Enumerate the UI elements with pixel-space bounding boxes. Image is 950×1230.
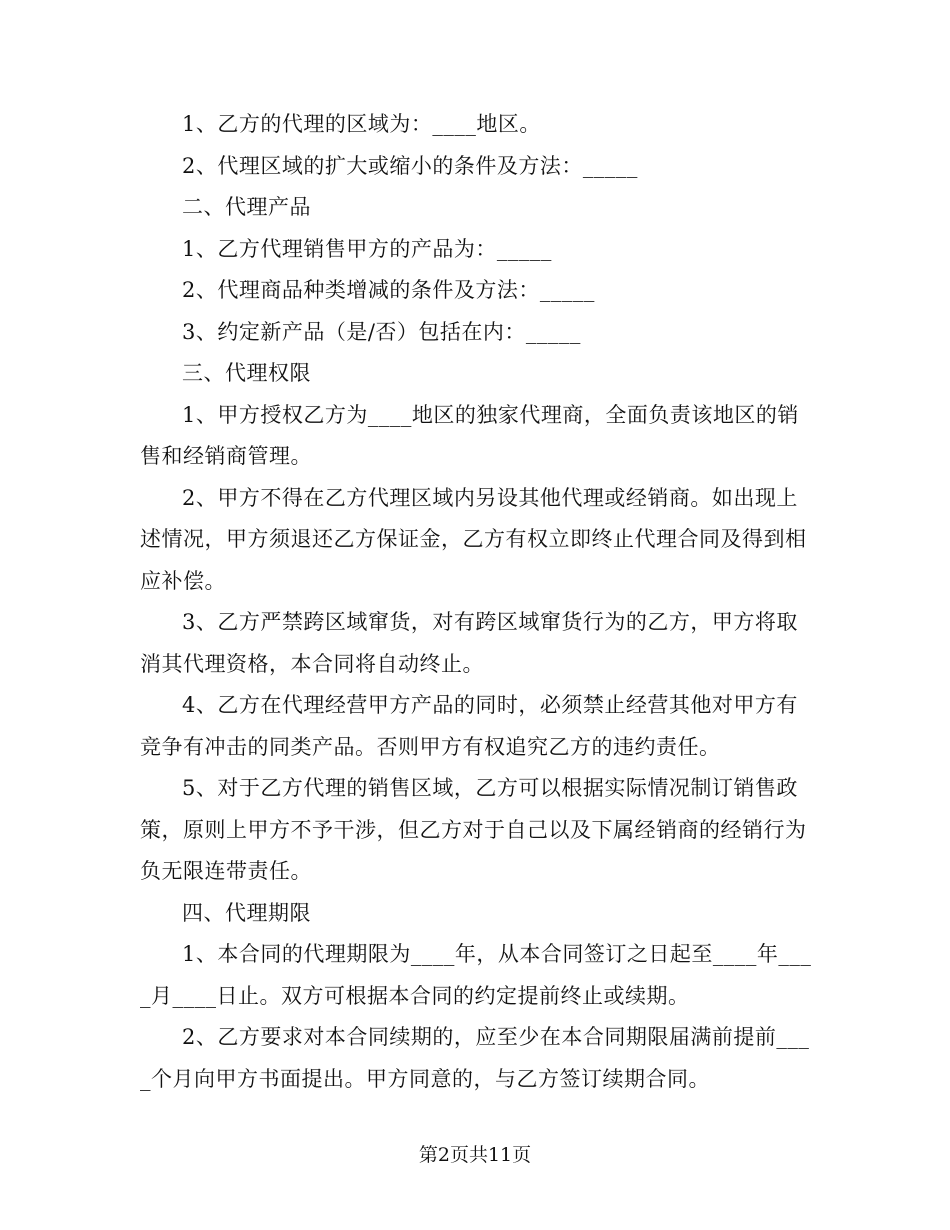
page-number-footer: 第2页共11页 bbox=[418, 1144, 532, 1166]
paragraph: 1、甲方授权乙方为____地区的独家代理商，全面负责该地区的销售和经销商管理。 bbox=[140, 402, 799, 468]
paragraph: 3、约定新产品（是/否）包括在内：_____ bbox=[182, 319, 581, 344]
paragraph: 5、对于乙方代理的销售区域，乙方可以根据实际情况制订销售政策，原则上甲方不予干涉，但乙方对于自己以及下属经销商的经销行为负无限连带责任。 bbox=[140, 776, 807, 883]
paragraph: 1、乙方的代理的区域为：____地区。 bbox=[182, 112, 541, 136]
paragraph: 4、乙方在代理经营甲方产品的同时，必须禁止经营其他对甲方有竞争有冲击的同类产品。否则甲方有权追究乙方的违约责任。 bbox=[140, 693, 798, 759]
paragraph: 1、本合同的代理期限为____年，从本合同签订之日起至____年____月____日止。双方可根据本合同的约定提前终止或续期。 bbox=[140, 942, 812, 1008]
section-heading: 二、代理产品 bbox=[182, 195, 311, 219]
paragraph: 2、代理区域的扩大或缩小的条件及方法：_____ bbox=[182, 153, 638, 178]
section-heading: 四、代理期限 bbox=[182, 900, 311, 925]
document-body bbox=[140, 104, 812, 1100]
paragraph: 2、甲方不得在乙方代理区域内另设其他代理或经销商。如出现上述情况，甲方须退还乙方保证金，乙方有权立即终止代理合同及得到相应补偿。 bbox=[140, 485, 807, 593]
paragraph: 1、乙方代理销售甲方的产品为：_____ bbox=[182, 236, 552, 261]
paragraph: 2、代理商品种类增减的条件及方法：_____ bbox=[182, 278, 595, 302]
section-heading: 三、代理权限 bbox=[182, 361, 311, 385]
paragraph: 2、乙方要求对本合同续期的，应至少在本合同期限届满前提前____个月向甲方书面提出。甲方同意的，与乙方签订续期合同。 bbox=[140, 1025, 810, 1091]
paragraph: 3、乙方严禁跨区域窜货，对有跨区域窜货行为的乙方，甲方将取消其代理资格，本合同将自动终止。 bbox=[140, 610, 798, 676]
